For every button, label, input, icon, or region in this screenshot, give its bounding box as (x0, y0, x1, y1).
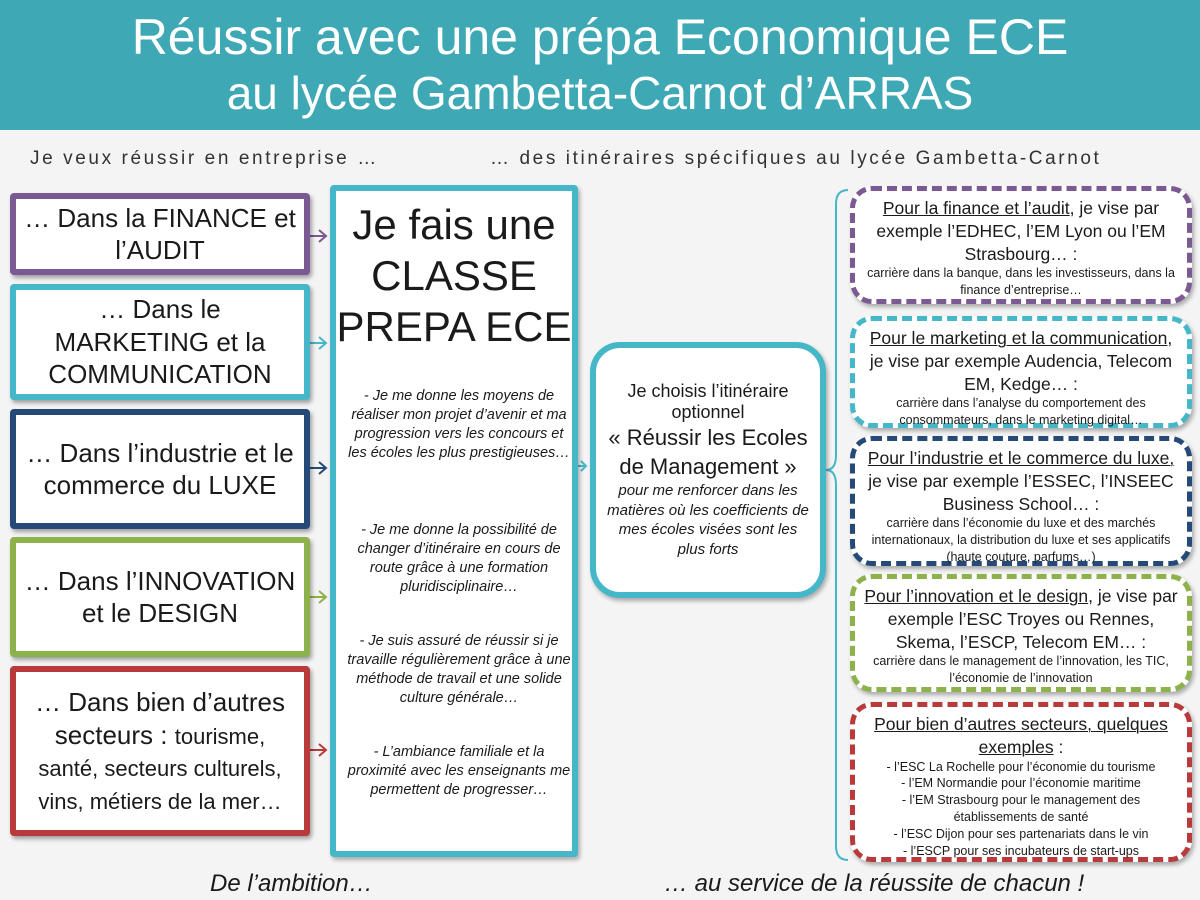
left-box-innovation (10, 537, 310, 657)
left-box-finance (10, 193, 310, 275)
right-box-autres-line-3: - l’EM Strasbourg pour le management des établissements de santé (901, 793, 1141, 825)
left-box-finance-text: … Dans la FINANCE et l’AUDIT (24, 202, 296, 265)
left-box-luxe (10, 409, 310, 529)
left-box-marketing (10, 284, 310, 400)
right-box-autres-lead: Pour bien d’autres secteurs, quelques exemples (874, 714, 1168, 757)
center-line-3: pour me renforcer dans les matières où les coefficients de mes écoles visées sont les plus forts (607, 482, 809, 558)
right-box-marketing-detail: carrière dans l’analyse du comportement des consommateurs, dans le marketing digital… (896, 396, 1146, 428)
center-option-box (590, 342, 826, 598)
right-box-autres-colon: : (1053, 736, 1064, 757)
right-box-innovation (850, 574, 1192, 692)
middle-point-2: - Je me donne la possibilité de changer d’itinéraire en cours de route grâce à une formation pluridisciplinaire… (357, 522, 561, 595)
subhead-right: … des itinéraires spécifiques au lycée Gambetta-Carnot (490, 148, 1102, 169)
bracket-right (826, 190, 848, 860)
left-box-autres (10, 666, 310, 836)
right-box-marketing-text: , je vise par exemple Audencia, Telecom EM, Kedge… : (869, 328, 1173, 394)
arrow-finance (310, 230, 326, 242)
left-box-autres-text (24, 686, 296, 816)
left-box-autres-lead: … Dans bien d’autres secteurs : (34, 687, 286, 750)
left-box-marketing-text: … Dans le MARKETING et la COMMUNICATION (48, 294, 272, 390)
middle-point-3: - Je suis assuré de réussir si je travaille régulièrement grâce à une méthode de travail et une solide culture générale… (347, 633, 571, 706)
title-line-1: Réussir avec une prépa Economique ECE (131, 9, 1069, 65)
right-box-autres-line-2: - l’EM Normandie pour l’économie maritime (901, 776, 1141, 791)
arrow-autres (310, 744, 326, 756)
middle-point-1: - Je me donne les moyens de réaliser mon projet d’avenir et ma progression vers les concours et les écoles les plus prestigieuses… (348, 388, 570, 461)
right-box-finance-detail: carrière dans la banque, dans les investisseurs, dans la finance d’entreprise… (867, 266, 1175, 298)
left-box-autres-small: tourisme, santé, secteurs culturels, vins, métiers de la mer… (38, 723, 282, 814)
middle-point-4: - L’ambiance familiale et la proximité avec les enseignants me permettent de progresser… (347, 744, 571, 798)
right-box-innovation-detail: carrière dans le management de l’innovation, les TIC, l’économie de l’innovation (873, 654, 1169, 686)
right-box-finance (850, 186, 1192, 304)
right-box-marketing-lead: Pour le marketing et la communication (869, 328, 1168, 348)
right-box-finance-lead: Pour la finance et l’audit (882, 198, 1070, 218)
right-box-autres-line-1: - l’ESC La Rochelle pour l’économie du tourisme (886, 759, 1156, 774)
right-box-finance-text: , je vise par exemple l’EDHEC, l’EM Lyon ou l’EM Strasbourg… : (876, 198, 1166, 264)
right-box-luxe (850, 436, 1192, 566)
arrow-innovation (310, 591, 326, 603)
right-box-luxe-detail: carrière dans l’économie du luxe et des marchés internationaux, la distribution du luxe et ses applicatifs (haute couture, parfums…) (871, 516, 1171, 564)
footer-left: De l’ambition… (210, 870, 373, 897)
middle-prepa-box (330, 185, 578, 857)
arrow-luxe (310, 462, 326, 474)
middle-title: Je fais une CLASSE PREPA ECE (336, 201, 572, 351)
right-box-innovation-text: , je vise par exemple l’ESC Troyes ou Rennes, Skema, l’ESCP, Telecom EM… : (887, 586, 1178, 652)
footer-right: … au service de la réussite de chacun ! (664, 870, 1085, 897)
center-line-1: Je choisis l’itinéraire optionnel (627, 380, 789, 423)
subhead-left: Je veux réussir en entreprise … (30, 148, 379, 169)
right-box-autres-line-5: - l’ESCP pour ses incubateurs de start-ups (903, 843, 1139, 858)
left-box-luxe-text: … Dans l’industrie et le commerce du LUXE (26, 437, 294, 500)
title-line-2: au lycée Gambetta-Carnot d’ARRAS (226, 67, 974, 119)
arrow-to-center (578, 461, 586, 471)
right-box-autres (850, 702, 1192, 862)
right-box-luxe-text: je vise par exemple l’ESSEC, l’INSEEC Business School… : (868, 470, 1174, 514)
right-box-luxe-lead: Pour l’industrie et le commerce du luxe, (867, 448, 1175, 468)
center-line-2: « Réussir les Ecoles de Management » (608, 425, 808, 479)
right-box-innovation-lead: Pour l’innovation et le design (864, 586, 1089, 606)
right-box-marketing (850, 316, 1192, 428)
right-box-autres-line-4: - l’ESC Dijon pour ses partenariats dans le vin (893, 827, 1149, 841)
left-box-innovation-text: … Dans l’INNOVATION et le DESIGN (24, 565, 296, 628)
arrow-marketing (310, 337, 326, 349)
